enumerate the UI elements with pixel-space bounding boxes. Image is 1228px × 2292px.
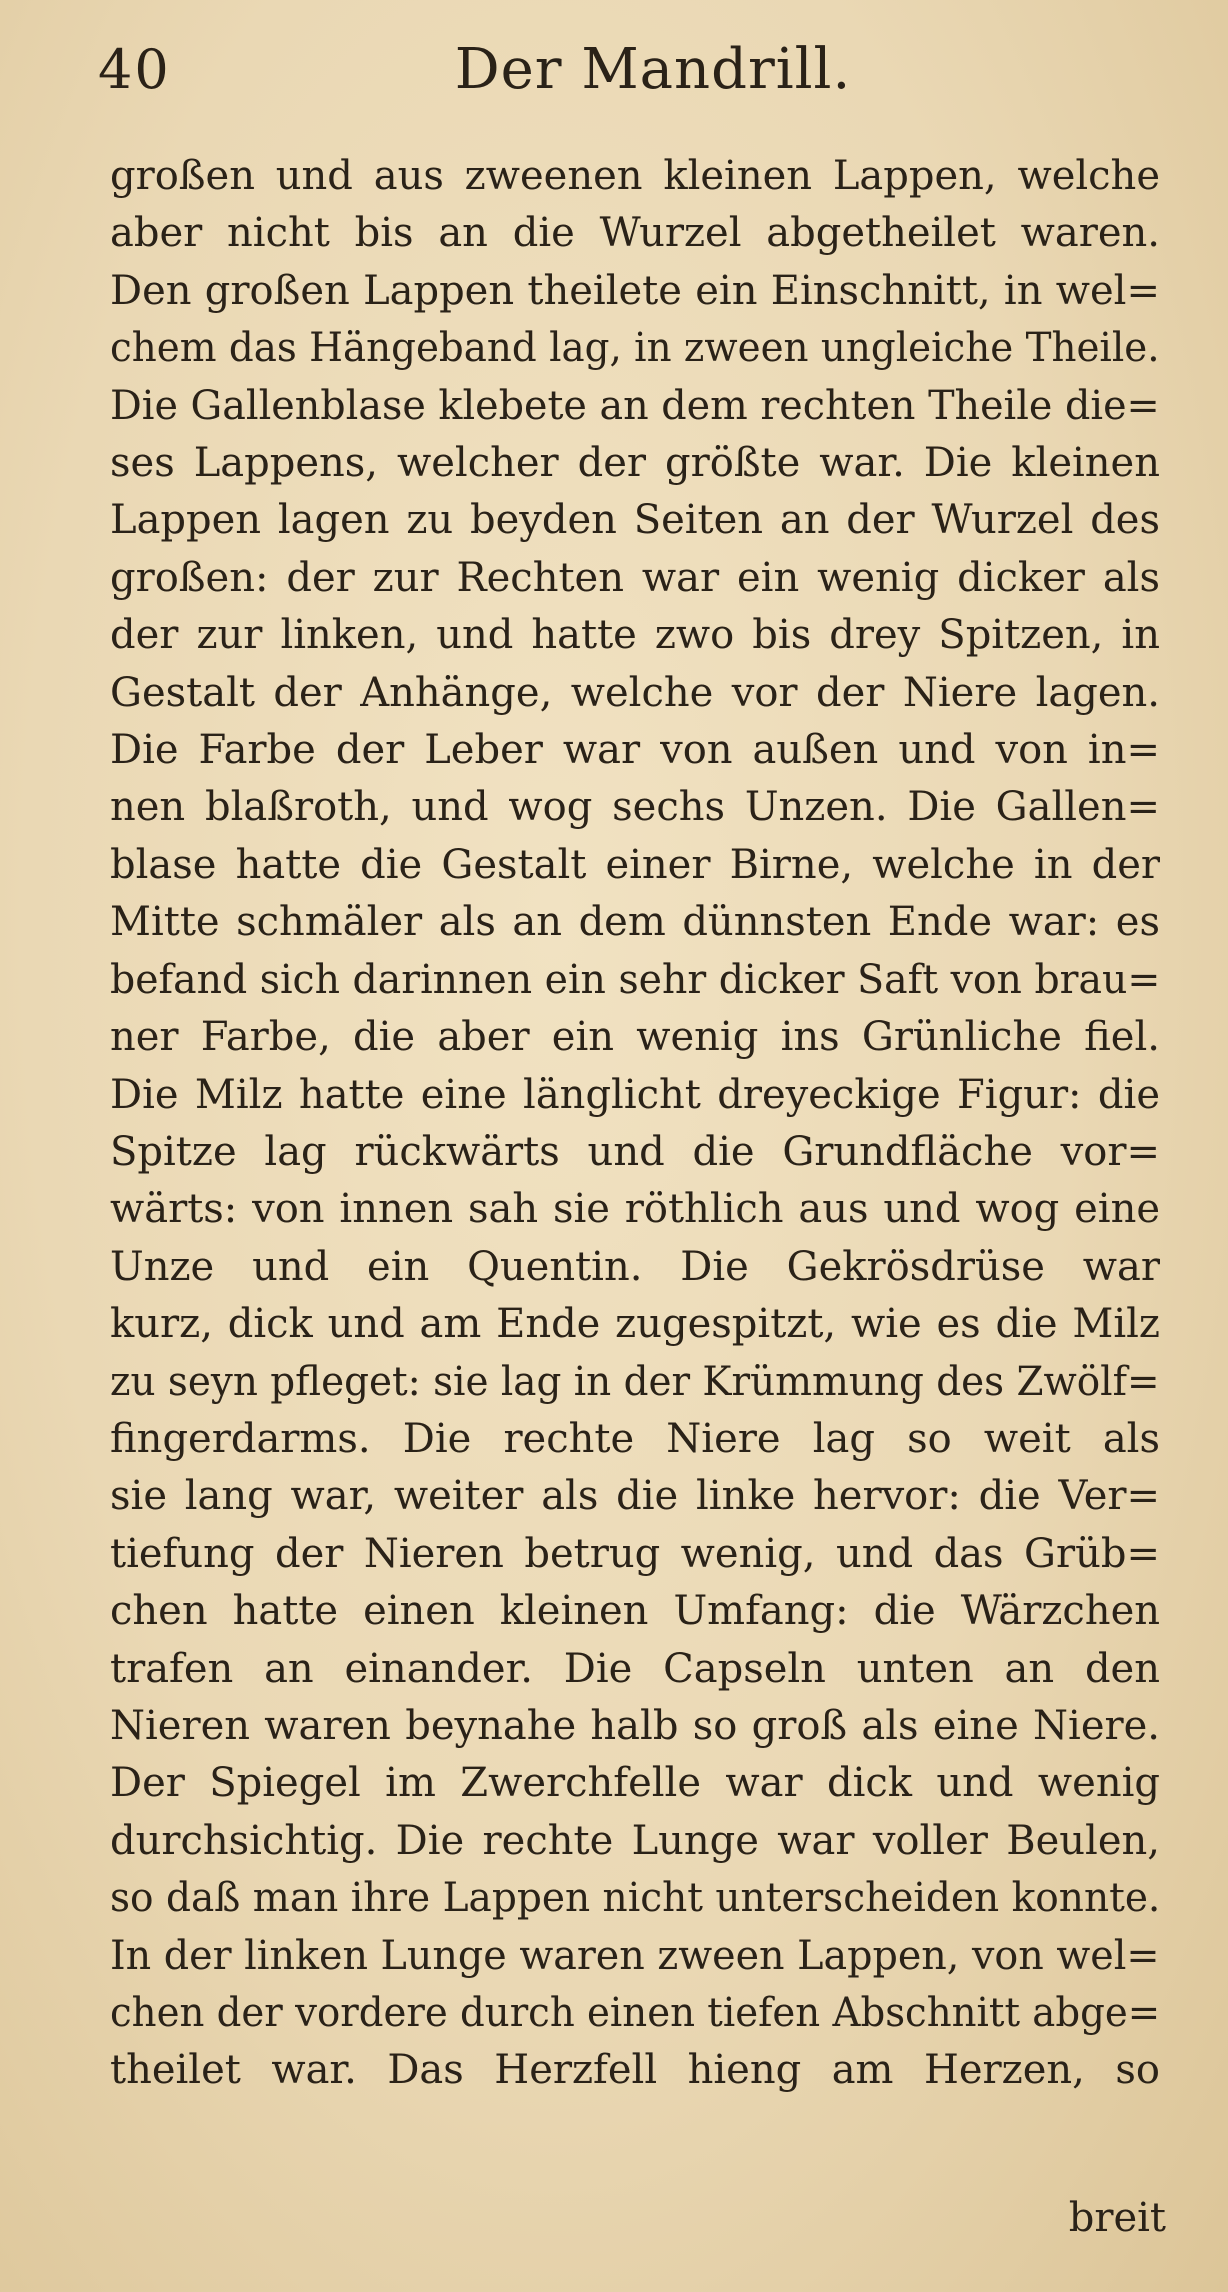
text-line: Gestalt der Anhänge, welche vor der Niere lagen.	[110, 669, 1160, 716]
text-line: befand sich darinnen ein sehr dicker Saft von brau=	[110, 956, 1161, 1003]
text-line: aber nicht bis an die Wurzel abgetheilet waren.	[110, 210, 1160, 257]
text-line: kurz, dick und am Ende zugespitzt, wie es die Milz	[110, 1301, 1160, 1348]
text-line: durchsichtig. Die rechte Lunge war voller Beulen,	[110, 1817, 1160, 1864]
text-line: chem das Hängeband lag, in zween ungleiche Theile.	[110, 325, 1160, 372]
text-line: Lappen lagen zu beyden Seiten an der Wurzel des	[110, 497, 1160, 544]
running-title: Der Mandrill.	[454, 37, 852, 102]
text-line: Spitze lag rückwärts und die Grundfläche vor=	[110, 1128, 1160, 1175]
text-line: Der Spiegel im Zwerchfelle war dick und wenig	[110, 1760, 1160, 1807]
text-line: chen der vordere durch einen tiefen Abschnitt abge=	[110, 1990, 1161, 2036]
text-line: Die Farbe der Leber war von außen und von in=	[110, 727, 1160, 774]
text-line: zu seyn pfleget: sie lag in der Krümmung des Zwölf=	[110, 1358, 1160, 1405]
text-line: Die Milz hatte eine länglicht dreyeckige Figur: die	[110, 1071, 1160, 1118]
text-line: Nieren waren beynahe halb so groß als eine Niere.	[110, 1702, 1160, 1749]
text-line: der zur linken, und hatte zwo bis drey Spitzen, in	[110, 612, 1160, 659]
text-line: In der linken Lunge waren zween Lappen, von wel=	[110, 1932, 1160, 1979]
text-line: Die Gallenblase klebete an dem rechten Theile die=	[110, 382, 1160, 429]
body-text	[110, 148, 1160, 2100]
text-line: trafen an einander. Die Capseln unten an den	[110, 1645, 1160, 1692]
text-line: tiefung der Nieren betrug wenig, und das Grüb=	[110, 1530, 1160, 1577]
text-line: Den großen Lappen theilete ein Einschnitt, in wel=	[110, 267, 1160, 314]
text-line: großen: der zur Rechten war ein wenig dicker als	[110, 554, 1160, 601]
text-line: theilet war. Das Herzfell hieng am Herzen, so	[110, 2047, 1160, 2094]
page-number: 40	[98, 38, 171, 101]
page-header	[98, 30, 1148, 110]
text-line: ses Lappens, welcher der größte war. Die kleinen	[110, 440, 1160, 487]
text-line: fingerdarms. Die rechte Niere lag so weit als	[110, 1415, 1160, 1462]
text-line: sie lang war, weiter als die linke hervor: die Ver=	[110, 1473, 1160, 1520]
text-line: chen hatte einen kleinen Umfang: die Wärzchen	[110, 1588, 1160, 1635]
catchword: breit	[1068, 2195, 1166, 2241]
text-line: ner Farbe, die aber ein wenig ins Grünliche fiel.	[110, 1014, 1160, 1061]
text-line: Mitte schmäler als an dem dünnsten Ende war: es	[110, 899, 1160, 946]
text-line: nen blaßroth, und wog sechs Unzen. Die Gallen=	[110, 784, 1160, 831]
text-line: so daß man ihre Lappen nicht unterscheiden konnte.	[110, 1875, 1161, 1922]
text-line: Unze und ein Quentin. Die Gekrösdrüse war	[110, 1243, 1160, 1290]
text-line: blase hatte die Gestalt einer Birne, welche in der	[110, 841, 1160, 888]
text-line: wärts: von innen sah sie röthlich aus und wog eine	[110, 1186, 1160, 1233]
text-line: großen und aus zweenen kleinen Lappen, welche	[110, 153, 1160, 199]
